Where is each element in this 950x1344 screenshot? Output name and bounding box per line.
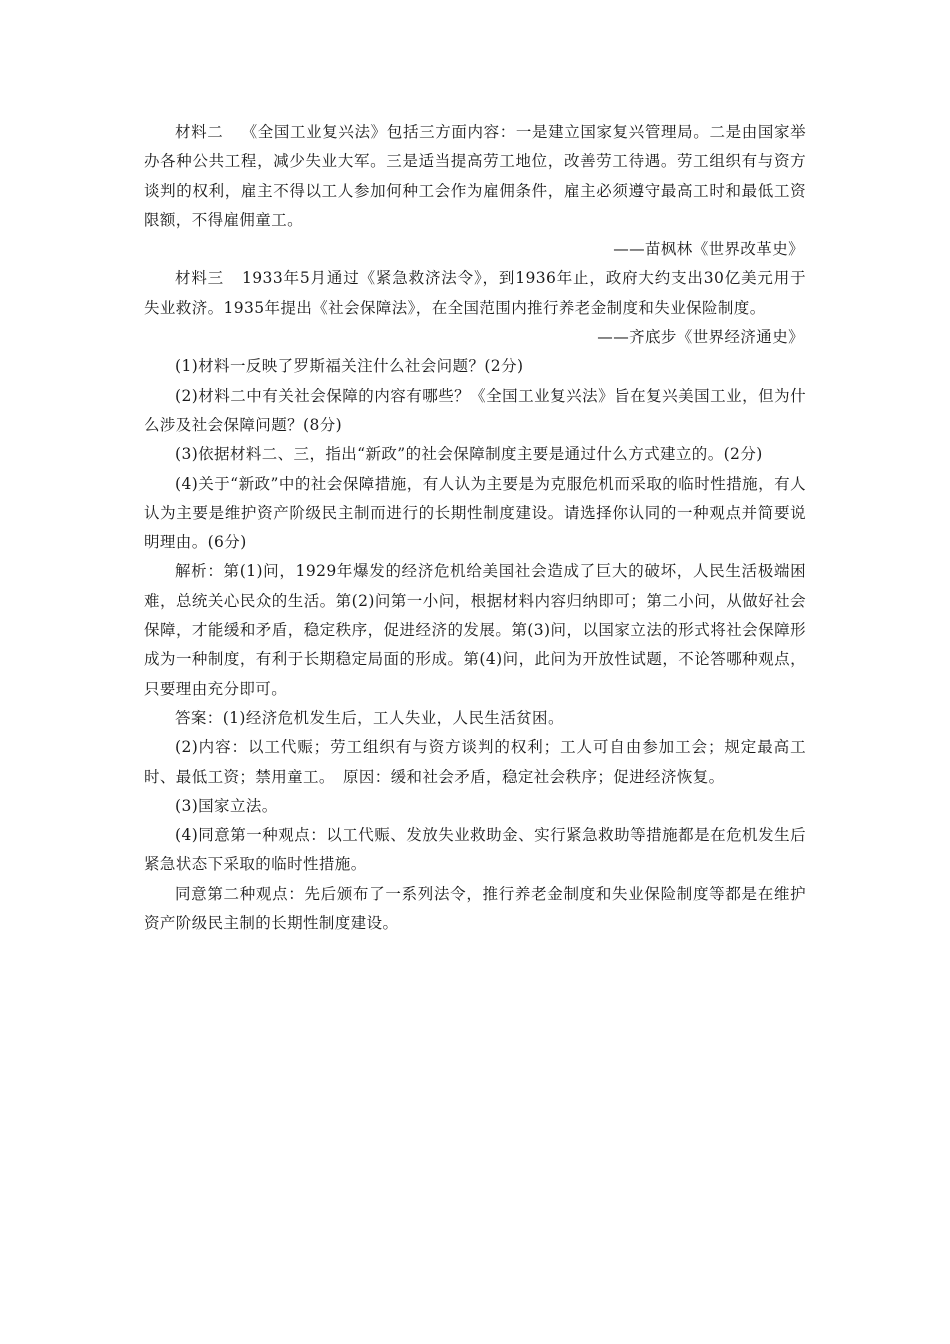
material-2-source: ——苗枫林《世界改革史》 [613,240,804,259]
answer-4-alt: 同意第二种观点：先后颁布了一系列法令，推行养老金制度和失业保险制度等都是在维护资产阶级民主制的长期性制度建设。 [144,884,806,933]
answer-3: (3)国家立法。 [175,796,278,815]
document-page [144,118,806,938]
answer-4: (4)同意第一种观点：以工代赈、发放失业救助金、实行紧急救助等措施都是在危机发生后紧急状态下采取的临时性措施。 [144,826,806,874]
material-3-text: 1933年5月通过《紧急救济法令》，到1936年止，政府大约支出30亿美元用于失业救济。1935年提出《社会保障法》，在全国范围内推行养老金制度和失业保险制度。 [144,269,806,317]
analysis-paragraph: 解析：第(1)问，1929年爆发的经济危机给美国社会造成了巨大的破坏，人民生活极端困难，总统关心民众的生活。第(2)问第一小问，根据材料内容归纳即可；第二小问，从做好社会保障，才能缓和矛盾，稳定秩序，促进经济的发展。第(3)问，以国家立法的形式将社会保障形成为一种制度，有利于长期稳定局面的形成。第(4)问，此问为开放性试题，不论答哪种观点，只要理由充分即可。 [144,562,806,698]
answer-2: (2)内容：以工代赈；劳工组织有与资方谈判的权利；工人可自由参加工会；规定最高工时、最低工资；禁用童工。 原因：缓和社会矛盾，稳定社会秩序；促进经济恢复。 [144,738,806,786]
question-1: (1)材料一反映了罗斯福关注什么社会问题？(2分) [175,357,524,376]
question-3: (3)依据材料二、三，指出“新政”的社会保障制度主要是通过什么方式建立的。(2分) [175,445,763,464]
material-3-label: 材料三 [175,269,225,288]
material-2-label: 材料二 [175,123,224,141]
material-3-source: ——齐底步《世界经济通史》 [597,328,804,347]
question-4: (4)关于“新政”中的社会保障措施，有人认为主要是为克服危机而采取的临时性措施，有人认为主要是维护资产阶级民主制而进行的长期性制度建设。请选择你认同的一种观点并简要说明理由。(6分) [144,474,806,552]
material-2-paragraph [144,118,806,235]
material-2-text: 《全国工业复兴法》包括三方面内容：一是建立国家复兴管理局。二是由国家举办各种公共工程，减少失业大军。三是适当提高劳工地位，改善劳工待遇。劳工组织有与资方谈判的权利，雇主不得以工人参加何种工会作为雇佣条件，雇主必须遵守最高工时和最低工资限额，不得雇佣童工。 [144,123,806,229]
answer-1: 答案：(1)经济危机发生后，工人失业，人民生活贫困。 [175,708,564,727]
question-2: (2)材料二中有关社会保障的内容有哪些？《全国工业复兴法》旨在复兴美国工业，但为什么涉及社会保障问题？(8分) [144,386,806,434]
material-3-paragraph [144,264,806,323]
